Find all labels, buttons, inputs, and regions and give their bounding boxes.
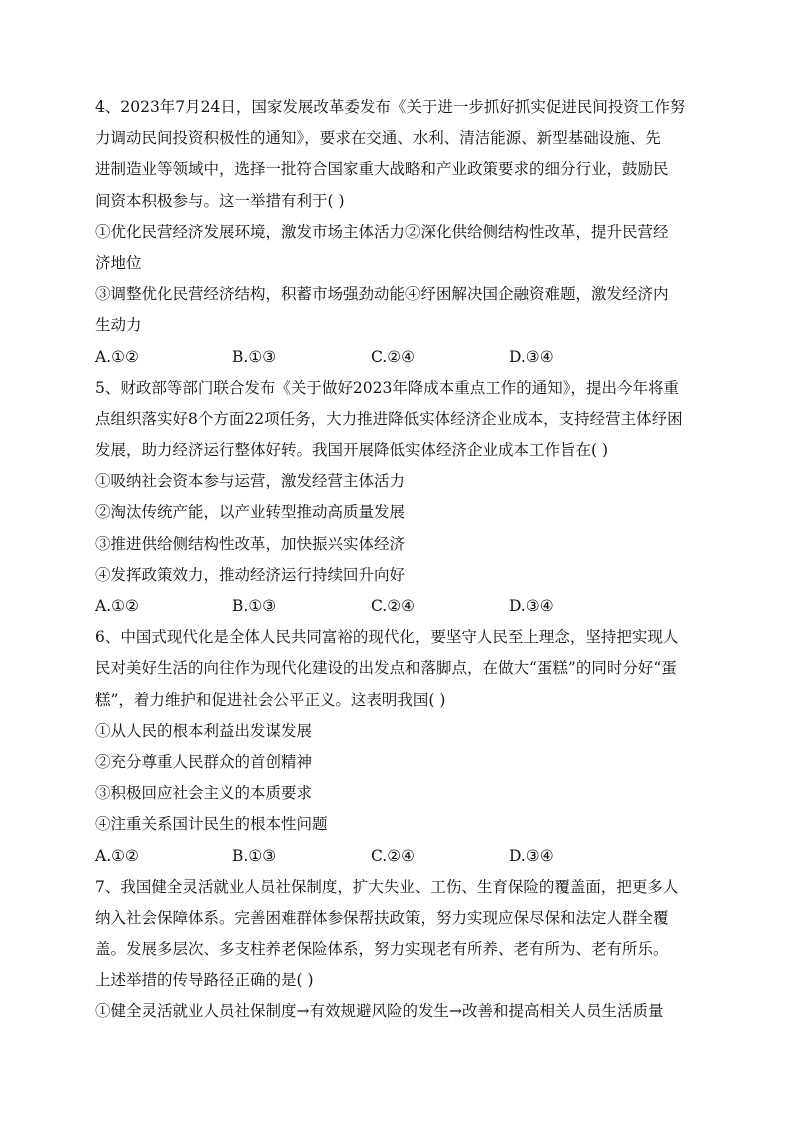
option-b: B.①③ <box>232 846 277 865</box>
statement-line: ②充分尊重人民群众的首创精神 <box>95 752 313 771</box>
statement-line: ③推进供给侧结构性改革，加快振兴实体经济 <box>95 534 406 553</box>
option-d: D.③④ <box>509 347 554 366</box>
option-c: C.②④ <box>371 347 416 366</box>
statement-line: 生动力 <box>95 316 142 335</box>
option-c: C.②④ <box>371 846 416 865</box>
answer-options <box>95 841 703 872</box>
question-stem-line: 上述举措的传导路径正确的是( ) <box>95 971 314 990</box>
answer-options <box>95 342 703 373</box>
question-stem-line: 间资本积极参与。这一举措有利于( ) <box>95 191 345 210</box>
statement-line: ①优化民营经济发展环境，激发市场主体活力②深化供给侧结构性改革，提升民营经 <box>95 222 669 241</box>
option-c: C.②④ <box>371 597 416 615</box>
question-stem-line: 4、2023年7月24日，国家发展改革委发布《关于进一步抓好抓实促进民间投资工作努 <box>95 98 686 116</box>
statement-line: ④注重关系国计民生的根本性问题 <box>95 815 328 834</box>
statement-line: ③调整优化民营经济结构，积蓄市场强劲动能④纾困解决国企融资难题，激发经济内 <box>95 285 669 304</box>
option-d: D.③④ <box>509 597 554 615</box>
statement-line: ③积极回应社会主义的本质要求 <box>95 784 313 803</box>
exam-page <box>95 92 703 1028</box>
question-stem-line: 6、中国式现代化是全体人民共同富裕的现代化，要坚守人民至上理念，坚持把实现人 <box>95 628 679 647</box>
statement-line: ①健全灵活就业人员社保制度→有效规避风险的发生→改善和提高相关人员生活质量 <box>95 1002 664 1021</box>
option-b: B.①③ <box>232 347 277 366</box>
question-stem-line: 纳入社会保障体系。完善困难群体参保帮扶政策，努力实现应保尽保和法定人群全覆 <box>95 908 669 927</box>
question-stem-line: 点组织落实好8个方面22项任务，大力推进降低实体经济企业成本，支持经营主体纾困 <box>95 409 683 428</box>
question-stem-line: 力调动民间投资积极性的通知》，要求在交通、水利、清洁能源、新型基础设施、先 <box>95 129 661 148</box>
statement-line: ②淘汰传统产能，以产业转型推动高质量发展 <box>95 503 406 522</box>
statement-line: ①从人民的根本利益出发谋发展 <box>95 721 313 740</box>
question-stem-line: 民对美好生活的向往作为现代化建设的出发点和落脚点，在做大“蛋糕”的同时分好“蛋 <box>95 659 677 678</box>
question-5 <box>95 373 703 623</box>
question-stem-line: 进制造业等领域中，选择一批符合国家重大战略和产业政策要求的细分行业，鼓励民 <box>95 160 669 179</box>
question-6 <box>95 622 703 872</box>
question-stem-line: 发展，助力经济运行整体好转。我国开展降低实体经济企业成本工作旨在( ) <box>95 441 609 460</box>
statement-line: ④发挥政策效力，推动经济运行持续回升向好 <box>95 565 406 584</box>
question-7 <box>95 872 703 1028</box>
question-stem-line: 5、财政部等部门联合发布《关于做好2023年降成本重点工作的通知》，提出今年将重 <box>95 378 680 397</box>
option-d: D.③④ <box>509 846 554 865</box>
question-stem-line: 7、我国健全灵活就业人员社保制度，扩大失业、工伤、生育保险的覆盖面，把更多人 <box>95 877 679 896</box>
question-4 <box>95 92 703 373</box>
question-stem-line: 盖。发展多层次、多支柱养老保险体系，努力实现老有所养、老有所为、老有所乐。 <box>95 940 669 959</box>
question-stem-line: 糕”，着力维护和促进社会公平正义。这表明我国( ) <box>95 690 446 709</box>
option-b: B.①③ <box>232 597 277 615</box>
statement-line: ①吸纳社会资本参与运营，激发经营主体活力 <box>95 472 406 491</box>
option-a: A.①② <box>95 347 139 366</box>
option-a: A.①② <box>95 846 139 865</box>
answer-options <box>95 591 703 622</box>
statement-line: 济地位 <box>95 253 142 272</box>
option-a: A.①② <box>95 597 139 615</box>
